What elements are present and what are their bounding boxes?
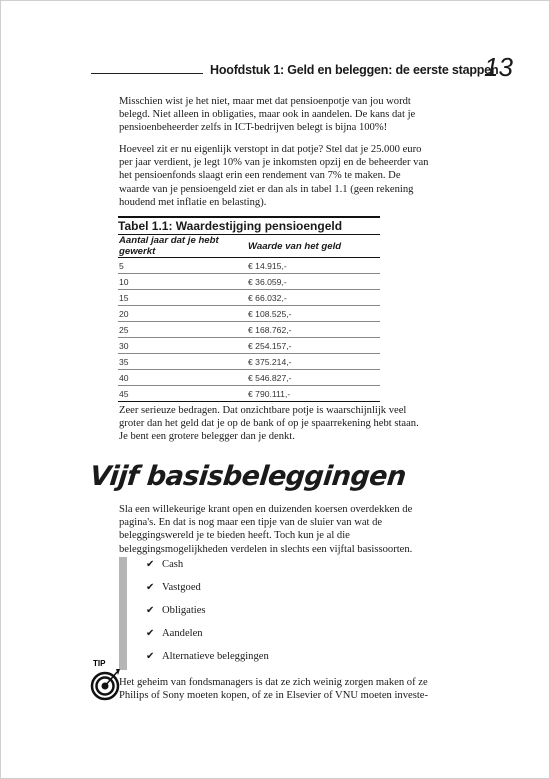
column-header-value: Waarde van het geld xyxy=(247,235,380,258)
paragraph-4: Sla een willekeurige krant open en duizenden koersen overdekken de pagina's. En dat is nog maar een tipje van de sluier van wat de beleggingswereld je te bieden heeft. Toch kun je al die beleggingsmogelijkheden verdelen in slechts een vijftal basissoorten. xyxy=(119,504,413,555)
chapter-title: Hoofdstuk 1: Geld en beleggen: de eerste stappen xyxy=(210,63,499,77)
list-item xyxy=(146,559,269,582)
list-item-label: Aandelen xyxy=(162,628,203,639)
tip-label: TIP xyxy=(93,659,106,668)
cell-value: € 66.032,- xyxy=(247,290,380,306)
cell-years: 10 xyxy=(118,274,247,290)
paragraph-3: Zeer serieuze bedragen. Dat onzichtbare potje is waarschijnlijk veel groter dan het geld dat je op de bank of op je spaarrekening hebt staan. Je bent een grotere belegger dan je denkt. xyxy=(119,405,419,443)
list-item-label: Alternatieve beleggingen xyxy=(162,651,269,662)
cell-value: € 108.525,- xyxy=(247,306,380,322)
cell-value: € 790.111,- xyxy=(247,386,380,402)
check-icon: ✔ xyxy=(146,559,155,570)
cell-years: 15 xyxy=(118,290,247,306)
table-row xyxy=(118,258,380,274)
page-number: 13 xyxy=(484,52,513,82)
cell-value: € 168.762,- xyxy=(247,322,380,338)
list-item xyxy=(146,605,269,628)
list-item-label: Cash xyxy=(162,559,184,570)
cell-value: € 14.915,- xyxy=(247,258,380,274)
pension-table xyxy=(118,216,380,402)
table-row xyxy=(118,290,380,306)
cell-years: 40 xyxy=(118,370,247,386)
list-sidebar-bar xyxy=(119,557,127,670)
check-icon: ✔ xyxy=(146,582,155,593)
column-header-years: Aantal jaar dat je hebt gewerkt xyxy=(118,235,247,258)
list-item xyxy=(146,651,269,674)
cell-value: € 254.157,- xyxy=(247,338,380,354)
investment-types-list xyxy=(146,559,269,674)
table-caption: Tabel 1.1: Waardestijging pensioengeld xyxy=(118,216,380,234)
cell-years: 5 xyxy=(118,258,247,274)
table-row xyxy=(118,354,380,370)
section-heading: Vijf basisbeleggingen xyxy=(88,461,408,492)
paragraph-1: Misschien wist je het niet, maar met dat pensioenpotje van jou wordt belegd. Niet alleen in obligaties, maar ook in aandelen. De kans dat je pensioenbeheerder zelfs in ICT-bedrijven belegt is bijna 100%! xyxy=(119,96,416,134)
table-grid xyxy=(118,234,380,402)
header-rule xyxy=(91,73,203,74)
table-header-row xyxy=(118,235,380,258)
cell-years: 25 xyxy=(118,322,247,338)
list-item xyxy=(146,628,269,651)
table-row xyxy=(118,306,380,322)
paragraph-2: Hoeveel zit er nu eigenlijk verstopt in dat potje? Stel dat je 25.000 euro per jaar verdient, je legt 10% van je inkomsten opzij en de beheerder van het pensioenfonds slaagt erin een rendement van 7% te maken. De waarde van je pensioengeld ziet er dan als in tabel 1.1 (geen rekening houdend met inflatie en belasting). xyxy=(119,144,429,208)
cell-years: 45 xyxy=(118,386,247,402)
table-row xyxy=(118,370,380,386)
list-item xyxy=(146,582,269,605)
check-icon: ✔ xyxy=(146,605,155,616)
cell-value: € 546.827,- xyxy=(247,370,380,386)
cell-value: € 36.059,- xyxy=(247,274,380,290)
cell-years: 20 xyxy=(118,306,247,322)
tip-target-icon xyxy=(90,657,120,702)
cell-years: 35 xyxy=(118,354,247,370)
list-item-label: Vastgoed xyxy=(162,582,201,593)
check-icon: ✔ xyxy=(146,628,155,639)
cell-years: 30 xyxy=(118,338,247,354)
check-icon: ✔ xyxy=(146,651,155,662)
table-row xyxy=(118,274,380,290)
list-item-label: Obligaties xyxy=(162,605,206,616)
table-row xyxy=(118,386,380,402)
paragraph-5: Het geheim van fondsmanagers is dat ze zich weinig zorgen maken of ze Philips of Sony moeten kopen, of ze in Elsevier of VNU moeten investe- xyxy=(119,677,429,702)
table-row xyxy=(118,338,380,354)
table-row xyxy=(118,322,380,338)
cell-value: € 375.214,- xyxy=(247,354,380,370)
